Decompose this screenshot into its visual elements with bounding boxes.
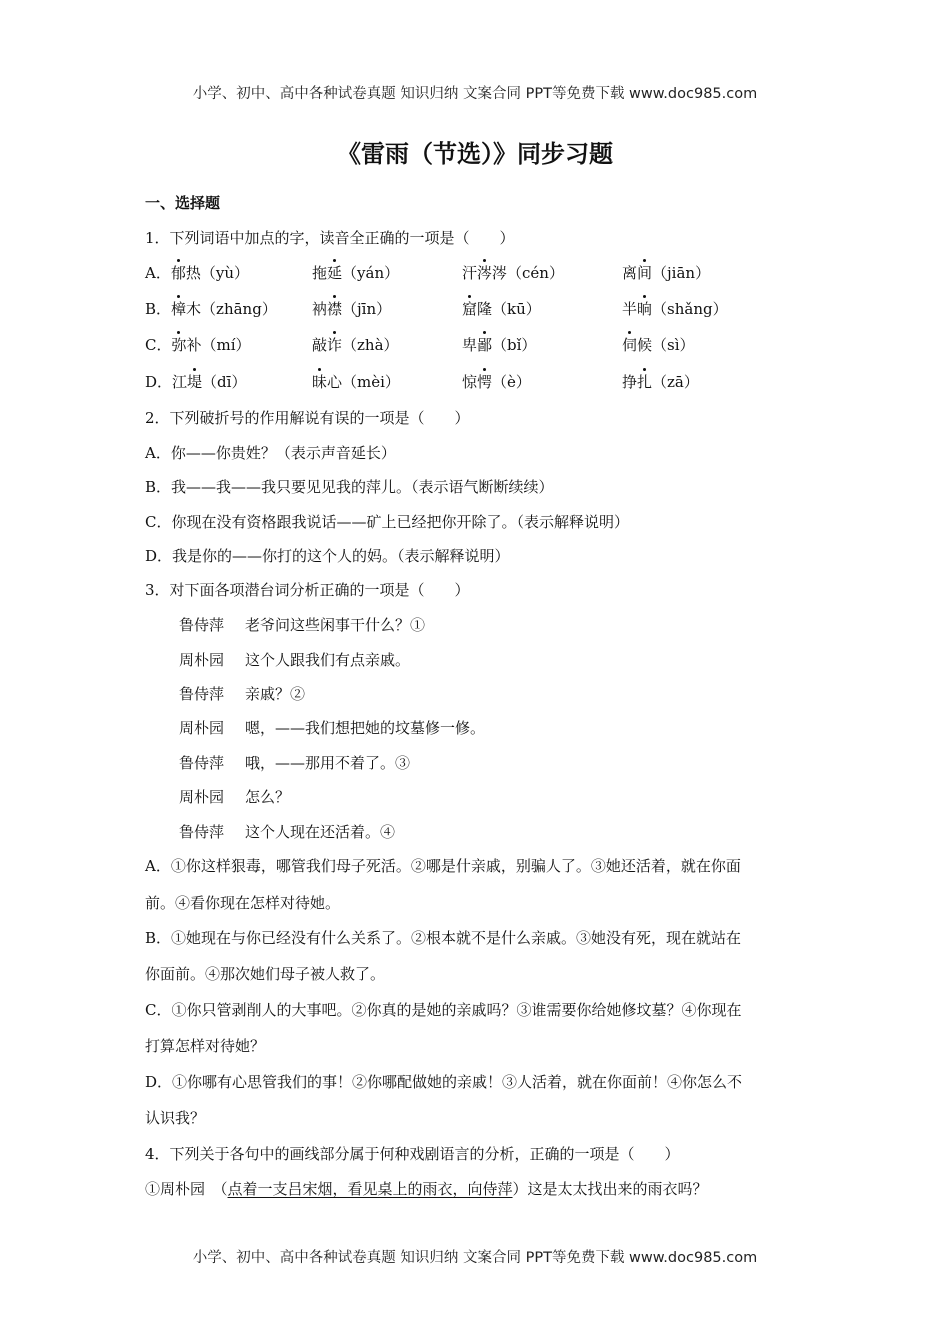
dotted-character: 堤: [187, 373, 203, 391]
word-suffix-pinyin: （jiān）: [652, 264, 711, 282]
item-suffix: ）这是太太找出来的雨衣吗？: [512, 1180, 708, 1198]
page-title: 《雷雨（节选）》同步习题: [337, 140, 613, 168]
dialogue-text: 这个人现在还活着。④: [245, 823, 396, 841]
dotted-character: 间: [637, 264, 653, 282]
word-suffix-pinyin: 心（mèi）: [327, 373, 400, 391]
question-4-stem: 4．下列关于各句中的画线部分属于何种戏剧语言的分析，正确的一项是（ ）: [145, 1145, 680, 1163]
question-1-option-word: [145, 263, 249, 283]
question-3-option-d-cont: 认识我？: [145, 1109, 206, 1127]
dotted-character: 伺: [622, 336, 638, 354]
question-1-option-word: [462, 335, 536, 355]
question-3-option-d: D．①你哪有心思管我们的事！②你哪配做她的亲戚！③人活着，就在你面前！④你怎么不: [145, 1073, 743, 1091]
dotted-character: 诈: [327, 336, 343, 354]
question-1-option-word: [622, 372, 699, 392]
question-1-option-word: [622, 299, 728, 319]
question-3-option-b-cont: 你面前。④那次她们母子被人救了。: [145, 965, 386, 983]
question-2-option-d: D．我是你的——你打的这个人的妈。（表示解释说明）: [145, 547, 510, 565]
word-prefix: 半: [622, 300, 638, 318]
word-suffix-pinyin: （shǎng）: [652, 300, 728, 318]
underlined-stage-direction: 点着一支吕宋烟，看见桌上的雨衣，向侍萍: [227, 1180, 513, 1198]
word-prefix: 挣: [622, 373, 638, 391]
question-2-stem: 2．下列破折号的作用解说有误的一项是（ ）: [145, 409, 470, 427]
dotted-character: 晌: [637, 300, 653, 318]
speaker: 周朴园: [179, 651, 225, 669]
question-2-option-a: A．你——你贵姓？（表示声音延长）: [145, 444, 396, 462]
question-1-option-word: [462, 263, 564, 283]
speaker: 鲁侍萍: [179, 823, 225, 841]
word-prefix: 卑: [462, 336, 478, 354]
dialogue-line: [179, 718, 485, 738]
question-1-option-word: [312, 372, 400, 392]
dialogue-line: [179, 787, 290, 807]
question-1-stem: 1．下列词语中加点的字，读音全正确的一项是（ ）: [145, 229, 515, 247]
dotted-character: 襟: [327, 300, 343, 318]
word-prefix: 敲: [312, 336, 328, 354]
word-suffix-pinyin: （bǐ）: [492, 336, 537, 354]
question-1-option-word: [312, 299, 391, 319]
question-3-option-a-cont: 前。④看你现在怎样对待她。: [145, 894, 341, 912]
dialogue-line: [179, 753, 410, 773]
dotted-character: 弥: [171, 336, 187, 354]
dotted-character: 樟: [171, 300, 187, 318]
dotted-character: 扎: [637, 373, 653, 391]
word-prefix: A．: [145, 264, 171, 282]
dialogue-line: [179, 684, 305, 704]
word-suffix-pinyin: （è）: [492, 373, 531, 391]
question-3-stem: 3．对下面各项潜台词分析正确的一项是（ ）: [145, 581, 470, 599]
dotted-character: 郁: [170, 264, 186, 282]
dialogue-text: 怎么？: [245, 788, 291, 806]
word-prefix: D．江: [145, 373, 188, 391]
speaker: 周朴园: [179, 719, 225, 737]
dotted-character: 窟: [462, 300, 478, 318]
question-1-option-word: [145, 335, 251, 355]
page-footer: 小学、初中、高中各种试卷真题 知识归纳 文案合同 PPT等免费下载 www.doc985.com: [192, 1250, 758, 1266]
question-3-option-c: C．①你只管剥削人的大事吧。②你真的是她的亲戚吗？③谁需要你给她修坟墓？④你现在: [145, 1001, 742, 1019]
section-heading: 一、选择题: [145, 194, 221, 212]
word-suffix-pinyin: （dī）: [202, 373, 247, 391]
dotted-character: 涔: [477, 264, 493, 282]
word-prefix: 汗: [462, 264, 478, 282]
question-2-option-b: B．我——我——我只要见见我的萍儿。（表示语气断断续续）: [145, 478, 554, 496]
word-prefix: 惊: [462, 373, 478, 391]
word-suffix-pinyin: 隆（kū）: [477, 300, 541, 318]
word-suffix-pinyin: （zhà）: [342, 336, 399, 354]
dialogue-text: 老爷问这些闲事干什么？①: [245, 616, 426, 634]
dotted-character: 延: [327, 264, 343, 282]
speaker: 鲁侍萍: [179, 754, 225, 772]
page-header: 小学、初中、高中各种试卷真题 知识归纳 文案合同 PPT等免费下载 www.doc985.com: [192, 86, 758, 102]
dialogue-line: [179, 615, 425, 635]
word-suffix-pinyin: （yán）: [342, 264, 400, 282]
dialogue-text: 亲戚？②: [245, 685, 306, 703]
question-1-option-word: [622, 263, 710, 283]
question-1-option-word: [622, 335, 695, 355]
word-suffix-pinyin: （zā）: [652, 373, 699, 391]
question-1-option-word: [312, 263, 399, 283]
word-suffix-pinyin: 木（zhāng）: [186, 300, 277, 318]
dotted-character: 昧: [312, 373, 328, 391]
word-prefix: 拖: [312, 264, 328, 282]
question-3-option-c-cont: 打算怎样对待她？: [145, 1037, 266, 1055]
dialogue-text: 这个人跟我们有点亲戚。: [245, 651, 411, 669]
question-3-option-a: A．①你这样狠毒，哪管我们母子死活。②哪是什亲戚，别骗人了。③她还活着，就在你面: [145, 857, 741, 875]
speaker: 鲁侍萍: [179, 616, 225, 634]
question-4-item-1: [145, 1179, 708, 1199]
question-1-option-word: [462, 299, 541, 319]
item-prefix: ①周朴园 （: [145, 1180, 228, 1198]
speaker: 周朴园: [179, 788, 225, 806]
question-1-option-word: [312, 335, 399, 355]
word-suffix-pinyin: 候（sì）: [637, 336, 695, 354]
dialogue-text: 哦，——那用不着了。③: [245, 754, 411, 772]
dialogue-text: 嗯，——我们想把她的坟墓修一修。: [245, 719, 486, 737]
dialogue-line: [179, 822, 395, 842]
question-1-option-word: [145, 372, 246, 392]
word-prefix: 衲: [312, 300, 328, 318]
word-suffix-pinyin: 涔（cén）: [492, 264, 564, 282]
word-suffix-pinyin: （jīn）: [342, 300, 392, 318]
question-2-option-c: C．你现在没有资格跟我说话——矿上已经把你开除了。（表示解释说明）: [145, 513, 629, 531]
dotted-character: 鄙: [477, 336, 493, 354]
dialogue-line: [179, 650, 410, 670]
word-suffix-pinyin: 补（mí）: [186, 336, 251, 354]
question-3-option-b: B．①她现在与你已经没有什么关系了。②根本就不是什么亲戚。③她没有死，现在就站在: [145, 929, 742, 947]
question-1-option-word: [462, 372, 531, 392]
dotted-character: 愕: [477, 373, 493, 391]
speaker: 鲁侍萍: [179, 685, 225, 703]
word-suffix-pinyin: 热（yù）: [185, 264, 249, 282]
word-prefix: C．: [145, 336, 172, 354]
question-1-option-word: [145, 299, 277, 319]
word-prefix: B．: [145, 300, 172, 318]
word-prefix: 离: [622, 264, 638, 282]
